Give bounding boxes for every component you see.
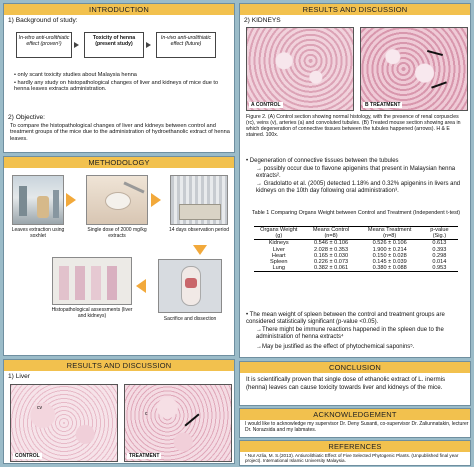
references-panel [239,440,471,466]
acknowledgement-text: I would like to acknowledge my supervisor Dr. Deny Susanti, co-supervisor Dr. Zaliunnatakin, lecturer Dr. Norazsida and my labmates. [245,421,469,433]
arrow-down-icon [193,245,207,255]
table-header: p-value (Sig.) [430,227,449,240]
kidneys-title: 2) KIDNEYS [244,17,281,24]
control-tag: CONTROL [15,453,40,459]
results-header-left: RESULTS AND DISCUSSION [4,360,234,371]
extraction-image [12,175,64,225]
spleen-sub-bullet: →There might be immune reactions happened in the spleen due to the administration of henna extracts⁴ [256,327,444,340]
dissection-image [158,259,222,313]
figure-2-caption: Figure 2. (A) Control section showing normal histology, with the presence of renal corpuscles (rc), veins (v), arteries (a) and convoluted tubules. (B) Treated mouse section showing area in which degeneration of connective tissues between the tubules happened (arrows). H & E stained. 100x. [246,114,461,138]
objective-title: 2) Objective: [8,114,46,121]
intro-bullet: • only scant toxicity studies about Malaysia henna [14,72,137,78]
table-1-title: Table 1 Comparing Organs Weight between Control and Treatment (Independent t-test) [251,210,461,216]
step-observation-label: 14 days observation period [168,227,230,233]
spleen-bullet: • The mean weight of spleen between the control and treatment groups are considered statistically significant (p-value <0.05). [246,312,445,325]
acknowledgement-panel [239,408,471,438]
liver-title: 1) Liver [8,373,30,380]
liver-treatment-image [124,384,232,462]
kidney-bullet: • Degeneration of connective tissues between the tubules [246,158,399,164]
background-title: 1) Background of study: [8,17,78,24]
toxicity-box: Toxicity of henna (present study) [84,32,144,58]
conclusion-header: CONCLUSION [240,362,470,373]
step-dosing-label: Single dose of 2000 mg/kg extracts [87,227,147,239]
treatment-tag: B TREATMENT [365,102,401,108]
kidney-sub-bullet: → Gradolatto et al. (2005) detected 1.18% and 0.32% apigenins in livers and kidneys on the 10th day following oral administration³. [256,181,461,194]
slides-image [52,257,132,305]
results-header-right: RESULTS AND DISCUSSION [240,4,470,15]
references-text: ¹ Nur Azlia, M. S.(2013). Antiurolithiatic Effect of Five Selected Phytogenic Plants. (Unpublished final year project). International Islamic University Malaysia. [245,453,459,464]
step-extraction-label: Leaves extraction using soxhlet [11,227,65,239]
introduction-panel [3,3,235,153]
kidney-control-image [246,27,354,111]
conclusion-text: It is scientifically proven that single dose of ethanolic extract of L. inermis (henna) leaves can cause toxicity towards liver and kidneys of the mice. [246,376,446,391]
introduction-header: INTRODUCTION [4,4,234,15]
table-row: Kidneys 0.546 ± 0.106 0.526 ± 0.106 0.613 [268,240,447,247]
table-row: Spleen 0.226 ± 0.073 0.145 ± 0.039 0.014 [270,259,447,266]
table-row: Heart 0.165 ± 0.030 0.150 ± 0.028 0.298 [271,252,447,259]
results-liver-panel [3,359,235,464]
results-kidneys-panel [239,3,471,358]
arrow-icon [146,42,151,48]
arrow-icon [66,193,76,207]
table-header-row [254,227,458,240]
step-histopathology-label: Histopathological assessments (liver and kidneys) [51,307,133,319]
arrow-icon [151,193,161,207]
methodology-header: METHODOLOGY [4,157,234,168]
in-vivo-box: In-vivo anti-urolithiatic effect (future) [156,32,216,58]
liver-mark: cv [37,405,42,411]
arrow-left-icon [136,279,146,293]
table-header: Means Treatment (n=8) [367,227,412,240]
arrow-icon [74,42,79,48]
step-dissection-label: Sacrifice and dissection [163,316,217,322]
kidney-treatment-image [360,27,468,111]
background-diagram [10,28,232,66]
in-vitro-box: In-vitro anti-urolithiatic effect (proven¹) [16,32,72,58]
table-header: Means Control (n=8) [312,227,350,240]
objective-text: To compare the histopathological changes of liver and kidneys between control and treatment groups of the mice due to the administration of hydroethanolic extract of henna leaves. [10,123,230,142]
methodology-panel [3,156,235,356]
references-header: REFERENCES [240,441,470,452]
dosing-image [86,175,148,225]
liver-mark: c [145,411,148,417]
spleen-sub-bullet: →May be justified as the effect of phytochemical saponins⁵. [256,344,415,350]
table-row: Liver 2.028 ± 0.353 1.900 ± 0.214 0.393 [272,246,447,253]
treatment-tag: TREATMENT [129,453,160,459]
conclusion-panel [239,361,471,406]
control-tag: A CONTROL [251,102,281,108]
kidney-sub-bullet: → possibly occur due to flavone apigenins that present in Malaysian henna extracts². [256,166,456,179]
organ-weight-table [254,226,458,272]
intro-bullet: • hardly any study on histopathological changes of liver and kidneys of mice due to henna leaves extracts administration. [14,80,219,93]
table-row: Lung 0.382 ± 0.061 0.380 ± 0.088 0.953 [254,265,458,272]
liver-control-image [10,384,118,462]
observation-image [170,175,228,225]
acknowledgement-header: ACKNOWLEDGEMENT [240,409,470,420]
table-header: Organs Weight (g) [260,227,298,240]
